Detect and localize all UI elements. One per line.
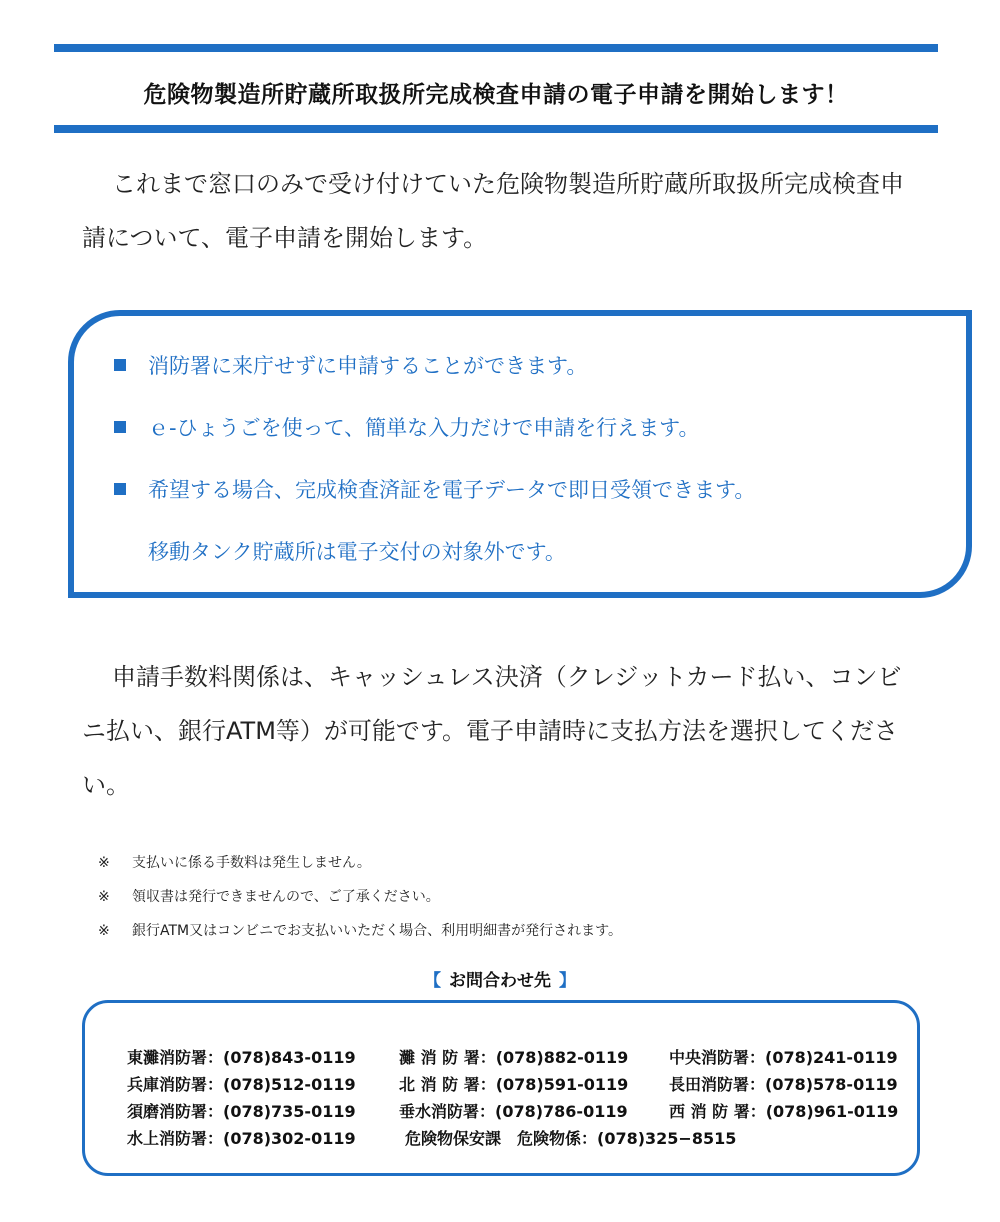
station-contact: 西 消 防 署：(078)961-0119 [669, 1102, 899, 1121]
note-item: ※ 支払いに係る手数料は発生しません。 [98, 855, 371, 871]
feature-item: 消防署に来庁せずに申請することができます。 [114, 350, 587, 380]
station-contact: 水上消防署：(078)302-0119 [127, 1129, 356, 1148]
payment-text: 申請手数料関係は、キャッシュレス決済（クレジットカード払い、コンビニ払い、銀行ATM等）が可能です。電子申請時に支払方法を選択してください。 [82, 663, 902, 799]
station-contact: 須磨消防署：(078)735-0119 [127, 1102, 356, 1121]
payment-paragraph [82, 650, 922, 812]
station-contact: 長田消防署：(078)578-0119 [669, 1075, 898, 1094]
hazmat-section-contact: 危険物保安課 危険物係：(078)325−8515 [405, 1129, 737, 1148]
station-contact: 中央消防署：(078)241-0119 [669, 1048, 898, 1067]
station-contact: 垂水消防署：(078)786-0119 [399, 1102, 628, 1121]
station-contact: 北 消 防 署：(078)591-0119 [399, 1075, 629, 1094]
intro-paragraph [82, 157, 922, 265]
page-headline: 危険物製造所貯蔵所取扱所完成検査申請の電子申請を開始します！ [143, 82, 849, 108]
contact-box [82, 1000, 920, 1176]
station-contact: 兵庫消防署：(078)512-0119 [127, 1075, 356, 1094]
intro-text: これまで窓口のみで受け付けていた危険物製造所貯蔵所取扱所完成検査申請について、電子申請を開始します。 [82, 170, 904, 252]
bracket-open: 【 [424, 971, 441, 991]
feature-item: 希望する場合、完成検査済証を電子データで即日受領できます。 [114, 474, 755, 504]
contact-title-text: お問合わせ先 [449, 971, 551, 991]
square-bullet-icon [114, 421, 126, 433]
bracket-close: 】 [559, 971, 576, 991]
station-contact: 灘 消 防 署：(078)882-0119 [399, 1048, 629, 1067]
feature-box [68, 310, 972, 598]
station-contact: 東灘消防署：(078)843-0119 [127, 1048, 356, 1067]
feature-note: 移動タンク貯蔵所は電子交付の対象外です。 [148, 540, 566, 564]
headline-top-rule [54, 44, 938, 52]
note-item: ※ 銀行ATM又はコンビニでお支払いいただく場合、利用明細書が発行されます。 [98, 923, 622, 939]
square-bullet-icon [114, 483, 126, 495]
contact-title [0, 966, 1000, 991]
square-bullet-icon [114, 359, 126, 371]
feature-item: ｅ-ひょうごを使って、簡単な入力だけで申請を行えます。 [114, 412, 699, 442]
headline-bottom-rule [54, 125, 938, 133]
notes-list [98, 846, 918, 948]
note-item: ※ 領収書は発行できませんので、ご了承ください。 [98, 889, 440, 905]
